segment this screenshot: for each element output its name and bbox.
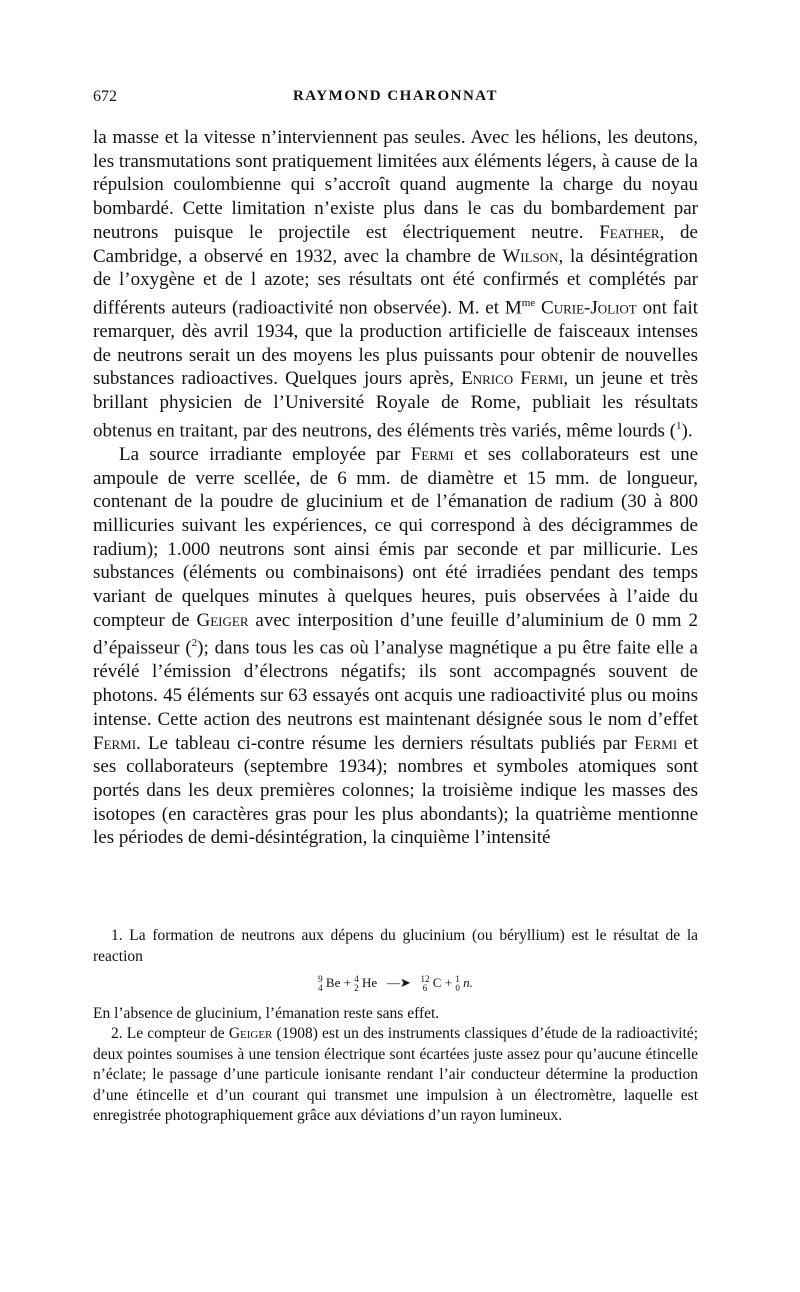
element-symbol: C (432, 975, 442, 990)
element-symbol: n. (463, 975, 473, 990)
isotope-index: 1 0 (455, 974, 460, 994)
running-title: RAYMOND CHARONNAT (292, 88, 499, 104)
footnote-ref: 1 (676, 419, 682, 432)
paragraph-1 (93, 126, 698, 443)
author-name: Enrico Fermi (461, 368, 564, 390)
text-run: , la désintégration de l’oxygène et de l azote; ses résultats ont été confirmés et complétés par différents auteurs (radioactivité non observée). M. et M (93, 245, 698, 319)
text-run: , un jeune et très brillant physicien de l’Université Royale de Rome, publiait les résultats obtenus en traitant, par des neutrons, des éléments très variés, même lourds ( (93, 368, 698, 442)
text-run: (1908) est un des instruments classiques d’étude de la radioactivité; deux pointes soumises à une tension électrique sont écartées juste assez pour qu’aucune étincelle n’éclate; le passage d’une particule ionisante rendant l’air conducteur détermine la production d’une étincelle et d’un courant qui transmet une impulsion à un électromètre, laquelle est enregistrée photographiquement grâce aux déviations d’un rayon lumineux. (93, 1025, 698, 1124)
plus-sign: + (444, 975, 453, 990)
author-name: Fermi (410, 443, 454, 465)
author-name: Fermi (93, 732, 137, 754)
body-text (93, 126, 698, 850)
text-run: et ses collaborateurs est une ampoule de verre scellée, de 6 mm. de diamètre et 15 mm. de longueur, contenant de la poudre de glucinium et de l’émanation de radium (30 à 800 millicuries suivant les expériences, ce qui correspond à des décigrammes de radium); 1.000 neutrons sont ainsi émis par seconde et par millicurie. Les substances (éléments ou combinaisons) ont été irradiées pendant des temps variant de quelques minutes à quelques heures, puis observées à l’aide du compteur de (93, 443, 698, 631)
superscript: me (521, 296, 536, 309)
footnote-ref: 2 (191, 637, 198, 650)
footnote-1: 1. La formation de neutrons aux dépens du glucinium (ou béryllium) est le résultat de la reaction (93, 927, 698, 965)
text-run: ont fait remarquer, dès avril 1934, que la production artificielle de faisceaux intenses de neutrons serait un des moyens les plus puissants pour obtenir de nouvelles substances radioactives. Quelques jours après, (93, 297, 698, 390)
text-run: La source irradiante employée par (119, 443, 411, 465)
author-name: Geiger (228, 1025, 273, 1042)
footnote-1-continuation: En l’absence de glucinium, l’émanation reste sans effet. (93, 1004, 440, 1022)
author-name: Geiger (196, 609, 249, 631)
element-symbol: Be (325, 975, 341, 990)
footnote-2 (93, 1024, 698, 1127)
page-number: 672 (93, 88, 117, 105)
text-run: . Le tableau ci-contre résume les derniers résultats publiés par (136, 732, 635, 754)
author-name: Wilson (502, 245, 559, 267)
text-run: , de Cambridge, a observé en 1932, avec la chambre de (93, 221, 698, 267)
author-name: Fermi (634, 732, 678, 754)
isotope-index: 12 6 (420, 974, 430, 994)
text-run: 2. Le compteur de (111, 1025, 229, 1042)
text-run: avec interposition d’une feuille d’aluminium de 0 mm 2 d’épaisseur ( (93, 609, 698, 659)
plus-sign: + (343, 975, 351, 990)
arrow: —➤ (386, 975, 411, 990)
reaction-equation (93, 973, 698, 994)
isotope-index: 9 4 (318, 974, 323, 994)
page-header (93, 88, 698, 112)
isotope-index: 4 2 (354, 974, 359, 994)
author-name: Curie-Joliot (535, 297, 637, 319)
paragraph-2 (93, 443, 698, 850)
element-symbol: He (361, 975, 378, 990)
footnotes (93, 926, 698, 1127)
text-run: la masse et la vitesse n’interviennent pas seules. Avec les hélions, les deutons, les transmutations sont pratiquement limitées aux éléments légers, à cause de la répulsion coulombienne qui s’accroît quand augmente la charge du noyau bombardé. Cette limitation n’existe plus dans le cas du bombardement par neutrons puisque le projectile est électriquement neutre. (93, 127, 698, 243)
text-run: ); dans tous les cas où l’analyse magnétique a pu être faite elle a révélé l’émission d’électrons négatifs; ils sont accompagnés souvent de photons. 45 éléments sur 63 essayés ont acquis une radioactivité plus ou moins intense. Cette action des neutrons est maintenant désignée sous le nom d’effet (93, 637, 698, 730)
text-run: et ses collaborateurs (septembre 1934); nombres et symboles atomiques sont portés dans les deux premières colonnes; la troisième indique les masses des isotopes (en caractères gras pour les plus abondants); la quatrième mentionne les périodes de demi-désintégration, la cinquième l’intensité (93, 732, 698, 849)
author-name: Feather (599, 221, 660, 243)
text-run: ). (681, 420, 693, 442)
